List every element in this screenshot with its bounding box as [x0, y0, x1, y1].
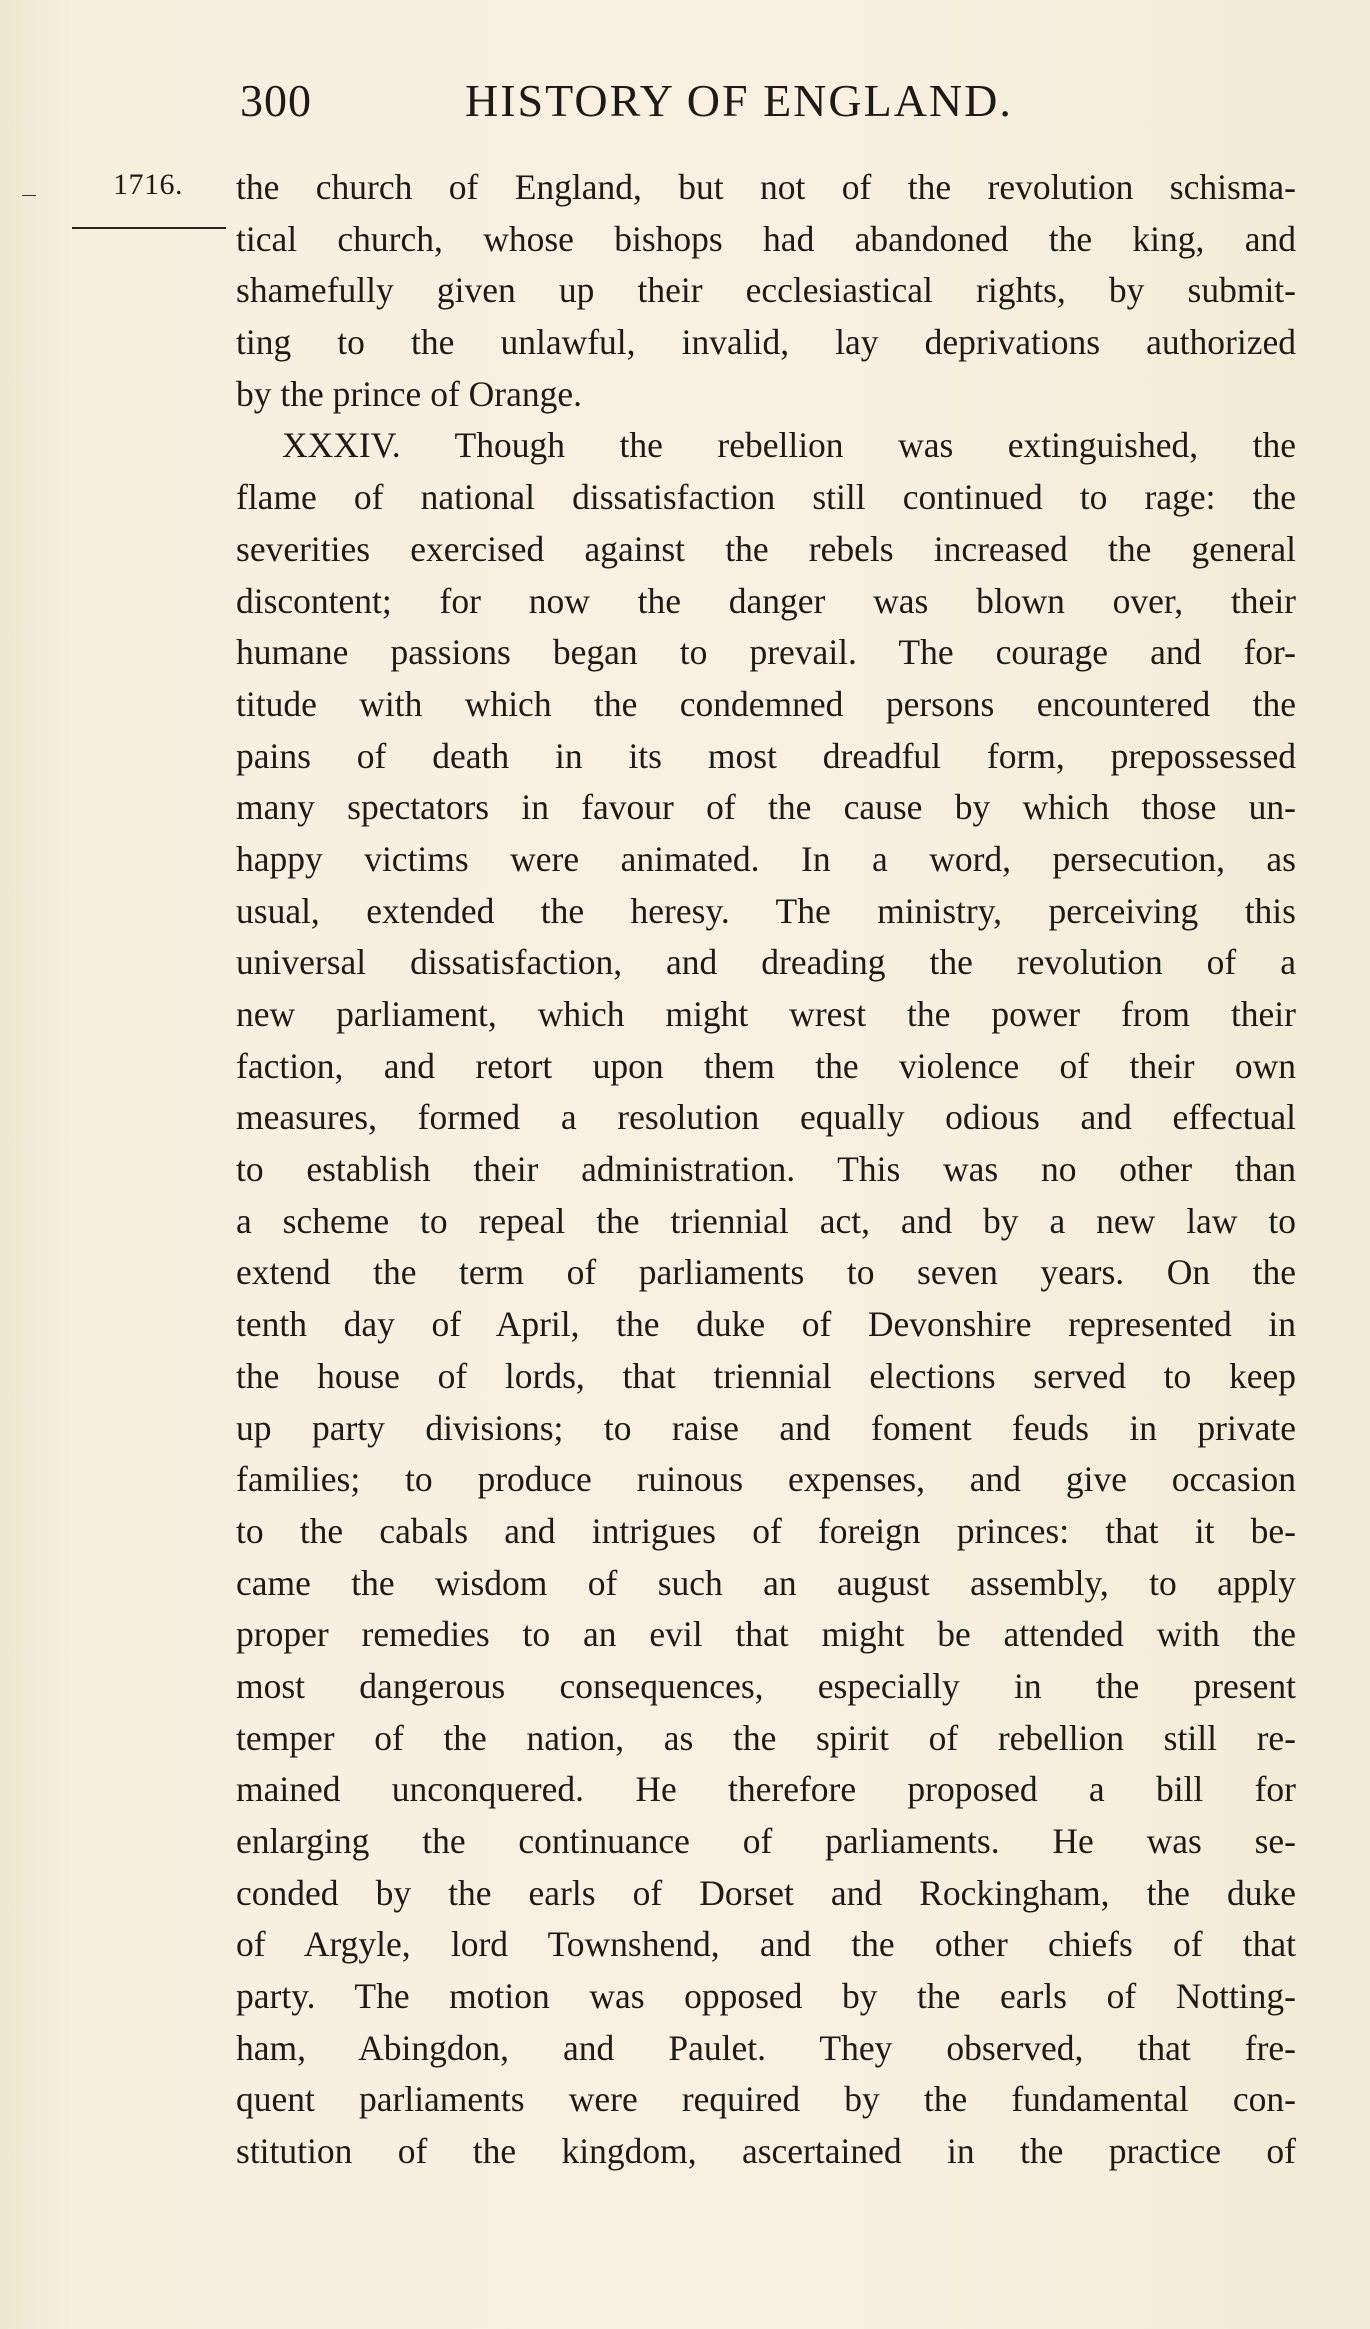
text-line: usual, extended the heresy. The ministry, perceiving this [236, 890, 1296, 931]
text-line: conded by the earls of Dorset and Rockingham, the duke [236, 1872, 1296, 1913]
margin-rule [72, 227, 226, 229]
text-line: discontent; for now the danger was blown over, their [236, 580, 1296, 621]
text-line: tenth day of April, the duke of Devonshire represented in [236, 1304, 1296, 1345]
text-line: measures, formed a resolution equally odious and effectual [236, 1097, 1296, 1138]
text-line: most dangerous consequences, especially in the present [236, 1665, 1296, 1706]
text-line: new parliament, which might wrest the power from their [236, 994, 1296, 1034]
text-line: universal dissatisfaction, and dreading the revolution of a [236, 942, 1296, 983]
body-text [236, 162, 1296, 2178]
margin-rule-short [22, 195, 36, 196]
text-line: party. The motion was opposed by the earls of Notting- [236, 1976, 1296, 2017]
text-line: quent parliaments were required by the fundamental con- [236, 2079, 1296, 2120]
text-line: ting to the unlawful, invalid, lay deprivations authorized [236, 322, 1296, 363]
text-line: shamefully given up their ecclesiastical rights, by submit- [236, 270, 1296, 311]
text-line: faction, and retort upon them the violence of their own [236, 1045, 1296, 1086]
text-line: severities exercised against the rebels increased the general [236, 528, 1296, 569]
text-line: temper of the nation, as the spirit of rebellion still re- [236, 1717, 1296, 1758]
text-line: many spectators in favour of the cause by which those un- [236, 787, 1296, 828]
paragraph-start-line: XXXIV. Though the rebellion was extinguished, the [282, 425, 1296, 466]
text-line: up party divisions; to raise and foment feuds in private [236, 1407, 1296, 1448]
running-title: HISTORY OF ENGLAND. [465, 75, 1013, 126]
text-line: extend the term of parliaments to seven years. On the [236, 1252, 1296, 1293]
text-line: enlarging the continuance of parliaments. He was se- [236, 1821, 1296, 1861]
text-line: came the wisdom of such an august assembly, to apply [236, 1562, 1296, 1603]
text-line: the house of lords, that triennial elections served to keep [236, 1355, 1296, 1396]
running-header [240, 74, 1060, 134]
text-line: the church of England, but not of the revolution schisma- [236, 167, 1296, 207]
text-line: flame of national dissatisfaction still continued to rage: the [236, 477, 1296, 518]
text-line: happy victims were animated. In a word, persecution, as [236, 838, 1296, 879]
text-line: by the prince of Orange. [236, 373, 582, 414]
margin-year: 1716. [113, 168, 183, 201]
text-line: tical church, whose bishops had abandoned the king, and [236, 218, 1296, 259]
text-line: stitution of the kingdom, ascertained in the practice of [236, 2131, 1296, 2172]
text-line: proper remedies to an evil that might be attended with the [236, 1614, 1296, 1655]
text-line: to the cabals and intrigues of foreign princes: that it be- [236, 1510, 1296, 1551]
text-line: a scheme to repeal the triennial act, and by a new law to [236, 1200, 1296, 1241]
text-line: titude with which the condemned persons encountered the [236, 683, 1296, 724]
text-line: to establish their administration. This was no other than [236, 1149, 1296, 1190]
text-line: ham, Abingdon, and Paulet. They observed, that fre- [236, 2027, 1296, 2068]
page-number: 300 [240, 75, 312, 126]
text-line: humane passions began to prevail. The courage and for- [236, 632, 1296, 673]
text-line: mained unconquered. He therefore proposed a bill for [236, 1769, 1296, 1810]
text-line: pains of death in its most dreadful form, prepossessed [236, 735, 1296, 776]
text-line: families; to produce ruinous expenses, and give occasion [236, 1459, 1296, 1500]
text-line: of Argyle, lord Townshend, and the other chiefs of that [236, 1924, 1296, 1965]
